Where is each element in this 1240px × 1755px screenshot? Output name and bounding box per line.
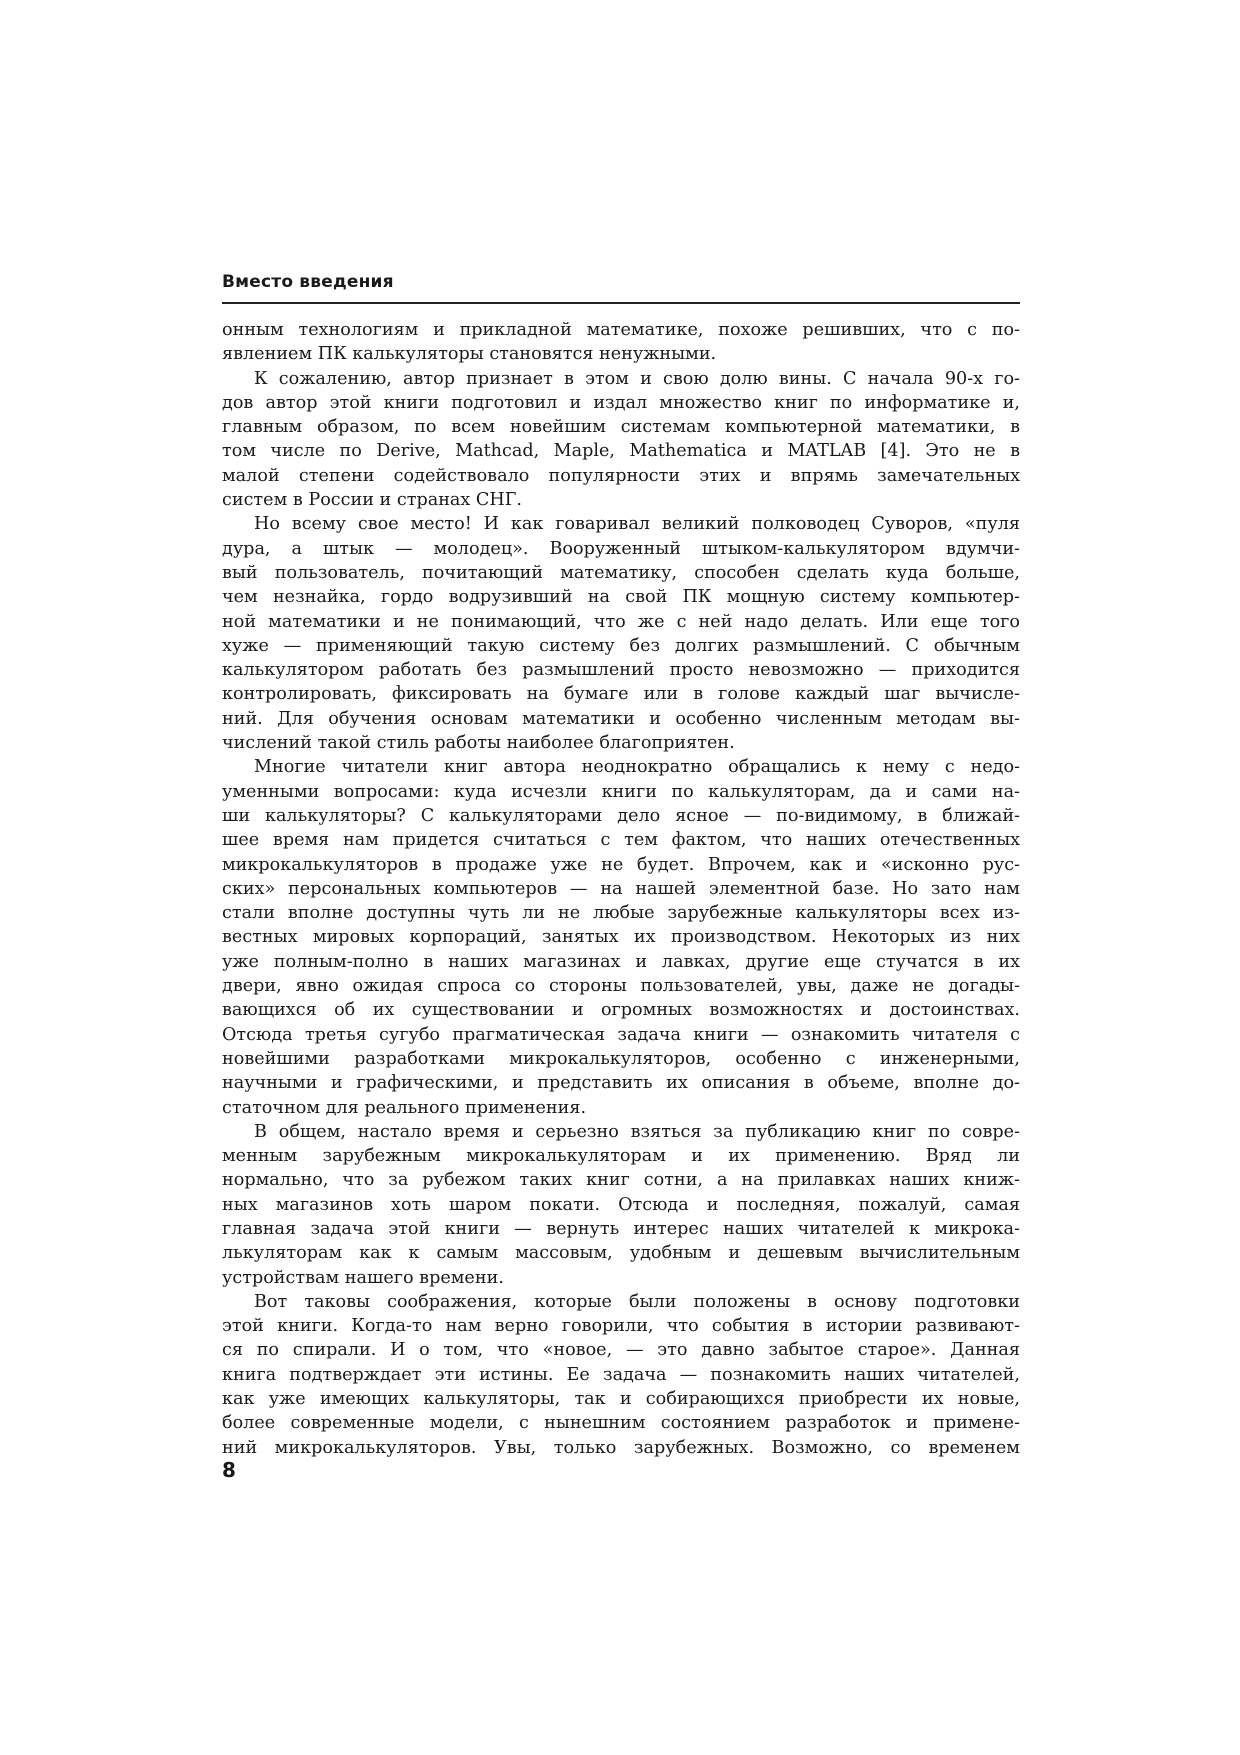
text-line: ши калькуляторы? С калькуляторами дело ясное — по-видимому, в ближай- bbox=[222, 805, 1020, 826]
page-number: 8 bbox=[222, 1458, 236, 1482]
text-line: новейшими разработками микрокалькуляторов, особенно с инженерными, bbox=[222, 1048, 1020, 1069]
running-header-title: Вместо введения bbox=[222, 272, 394, 292]
text-line: уменными вопросами: куда исчезли книги по калькуляторам, да и сами на- bbox=[222, 781, 1020, 802]
text-line: лькуляторам как к самым массовым, удобным и дешевым вычислительным bbox=[222, 1243, 1020, 1264]
text-line: ных магазинов хоть шаром покати. Отсюда и последняя, пожалуй, самая bbox=[222, 1194, 1020, 1215]
text-line: как уже имеющих калькуляторы, так и собирающихся приобрести их новые, bbox=[222, 1389, 1020, 1410]
paragraph bbox=[222, 318, 1020, 367]
text-line: ний микрокалькуляторов. Увы, только зарубежных. Возможно, со временем bbox=[222, 1437, 1020, 1458]
body-text bbox=[222, 318, 1020, 1460]
text-line: вающихся об их существовании и огромных возможностях и достоинствах. bbox=[222, 1000, 1020, 1021]
text-line: хуже — применяющий такую систему без долгих размышлений. С обычным bbox=[222, 635, 1020, 656]
text-line: систем в России и странах СНГ. bbox=[222, 490, 522, 511]
text-line: нормально, что за рубежом таких книг сотни, а на прилавках наших книж- bbox=[222, 1170, 1020, 1191]
text-line: Вот таковы соображения, которые были положены в основу подготовки bbox=[254, 1291, 1020, 1312]
text-line: ся по спирали. И о том, что «новое, — это давно забытое старое». Данная bbox=[222, 1340, 1020, 1361]
text-line: калькулятором работать без размышлений просто невозможно — приходится bbox=[222, 660, 1020, 681]
text-line: шее время нам придется считаться с тем фактом, что наших отечественных bbox=[222, 830, 1020, 851]
text-line: числений такой стиль работы наиболее благоприятен. bbox=[222, 733, 735, 754]
text-line: ной математики и не понимающий, что же с ней надо делать. Или еще того bbox=[222, 611, 1020, 632]
paragraph bbox=[222, 367, 1020, 513]
text-line: явлением ПК калькуляторы становятся ненужными. bbox=[222, 344, 717, 365]
text-line: дов автор этой книги подготовил и издал множество книг по информатике и, bbox=[222, 392, 1020, 413]
text-line: вый пользователь, почитающий математику, способен сделать куда больше, bbox=[222, 562, 1020, 583]
text-line: К сожалению, автор признает в этом и свою долю вины. С начала 90-х го- bbox=[254, 368, 1020, 389]
text-line: Отсюда третья сугубо прагматическая задача книги — ознакомить читателя с bbox=[222, 1024, 1020, 1045]
text-line: том числе по Derive, Mathcad, Maple, Mathematica и MATLAB [4]. Это не в bbox=[222, 441, 1020, 462]
text-line: малой степени содействовало популярности этих и впрямь замечательных bbox=[222, 465, 1020, 486]
text-line: главная задача этой книги — вернуть интерес наших читателей к микрока- bbox=[222, 1218, 1020, 1239]
text-line: главным образом, по всем новейшим системам компьютерной математики, в bbox=[222, 417, 1020, 438]
text-line: устройствам нашего времени. bbox=[222, 1267, 504, 1288]
paragraph bbox=[222, 1290, 1020, 1460]
paragraph bbox=[222, 755, 1020, 1119]
text-line: чем незнайка, гордо водрузивший на свой ПК мощную систему компьютер- bbox=[222, 587, 1020, 608]
paragraph bbox=[222, 1120, 1020, 1290]
text-line: онным технологиям и прикладной математике, похоже решивших, что с по- bbox=[222, 320, 1020, 340]
text-line: ских» персональных компьютеров — на нашей элементной базе. Но зато нам bbox=[222, 878, 1020, 899]
text-line: контролировать, фиксировать на бумаге или в голове каждый шаг вычисле- bbox=[222, 684, 1020, 705]
text-line: Многие читатели книг автора неоднократно обращались к нему с недо- bbox=[254, 757, 1020, 778]
text-line: дура, а штык — молодец». Вооруженный штыком-калькулятором вдумчи- bbox=[222, 538, 1020, 559]
text-line: научными и графическими, и представить их описания в объеме, вполне до- bbox=[222, 1073, 1020, 1094]
text-line: Но всему свое место! И как говаривал великий полководец Суворов, «пуля bbox=[254, 514, 1020, 535]
text-line: этой книги. Когда-то нам верно говорили, что события в истории развивают- bbox=[222, 1316, 1020, 1337]
text-line: микрокалькуляторов в продаже уже не будет. Впрочем, как и «исконно рус- bbox=[222, 854, 1020, 875]
running-header bbox=[222, 270, 1020, 304]
text-line: вестных мировых корпораций, занятых их производством. Некоторых из них bbox=[222, 927, 1020, 948]
paragraph bbox=[222, 512, 1020, 755]
text-line: ний. Для обучения основам математики и особенно численным методам вы- bbox=[222, 708, 1020, 729]
text-line: двери, явно ожидая спроса со стороны пользователей, увы, даже не догады- bbox=[222, 976, 1020, 997]
text-line: стали вполне доступны чуть ли не любые зарубежные калькуляторы всех из- bbox=[222, 903, 1020, 924]
text-line: уже полным-полно в наших магазинах и лавках, другие еще стучатся в их bbox=[222, 951, 1020, 972]
text-line: книга подтверждает эти истины. Ее задача — познакомить наших читателей, bbox=[222, 1364, 1020, 1385]
text-line: более современные модели, с нынешним состоянием разработок и примене- bbox=[222, 1413, 1020, 1434]
text-line: В общем, настало время и серьезно взяться за публикацию книг по совре- bbox=[254, 1121, 1020, 1142]
text-line: статочном для реального применения. bbox=[222, 1097, 587, 1118]
text-line: менным зарубежным микрокалькуляторам и их применению. Вряд ли bbox=[222, 1146, 1020, 1167]
